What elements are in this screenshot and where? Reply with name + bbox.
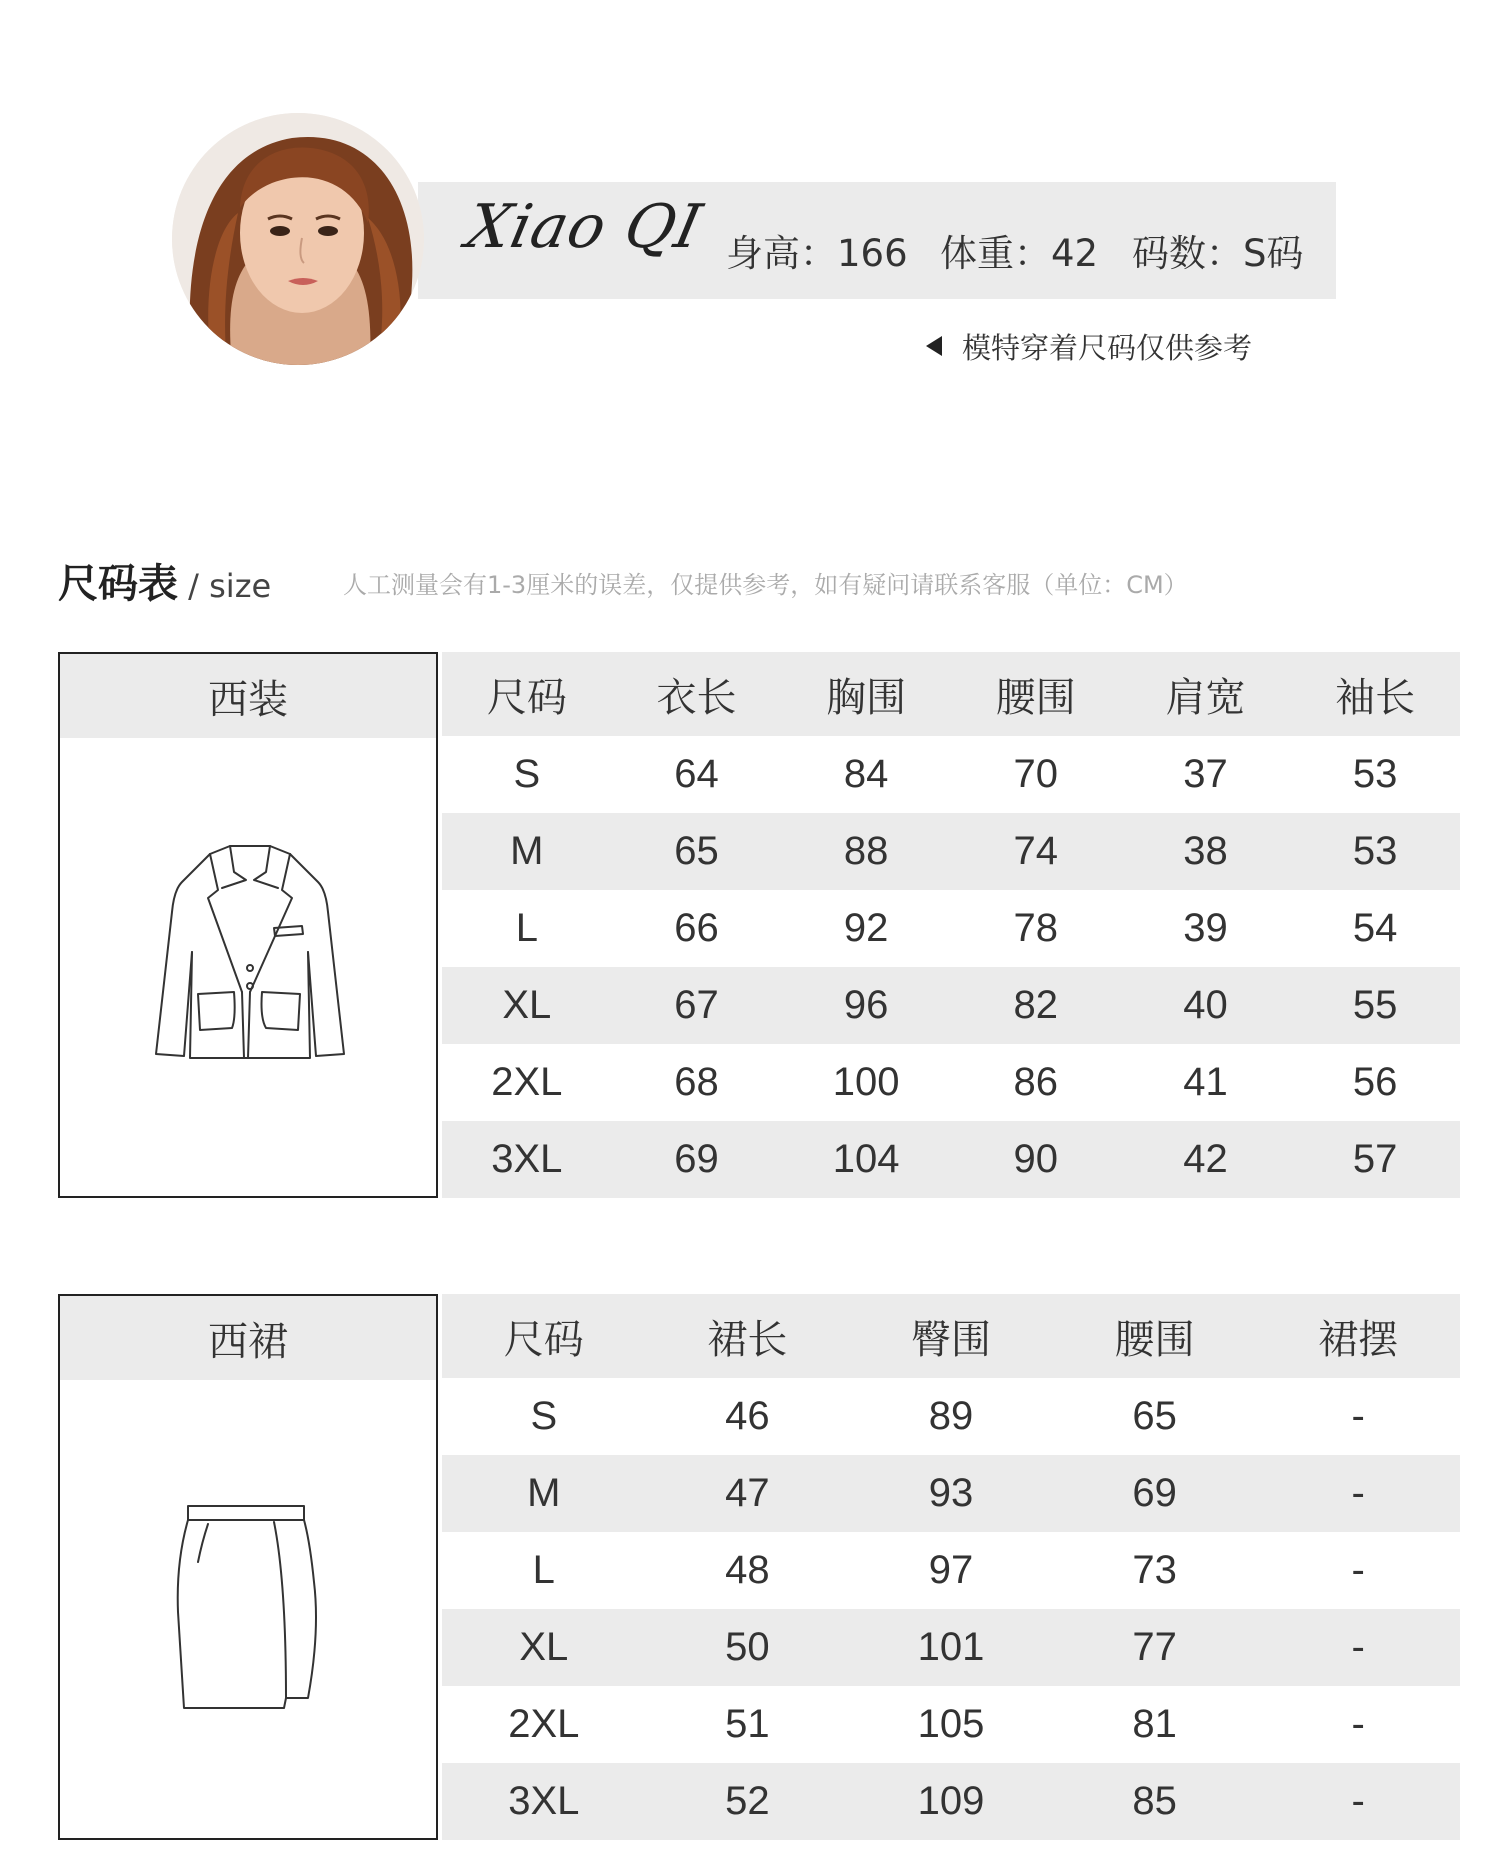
skirt-icon bbox=[174, 1502, 324, 1716]
table-cell: XL bbox=[502, 983, 552, 1027]
table-cell: 82 bbox=[1013, 983, 1059, 1027]
table-row bbox=[442, 1378, 1460, 1455]
table-cell: 64 bbox=[674, 752, 719, 796]
table-cell: 46 bbox=[725, 1394, 770, 1438]
table-cell: 104 bbox=[832, 1137, 900, 1181]
table-row bbox=[442, 1044, 1460, 1121]
header-cell: 裙长 bbox=[707, 1316, 788, 1363]
size-chart-title bbox=[58, 552, 271, 609]
table-cell: 2XL bbox=[491, 1060, 563, 1104]
table-row bbox=[442, 813, 1460, 890]
table-cell: 68 bbox=[674, 1060, 719, 1104]
header-cell: 腰围 bbox=[1114, 1316, 1195, 1363]
table-row bbox=[442, 1763, 1460, 1840]
table-cell: 65 bbox=[674, 829, 719, 873]
table-cell: 65 bbox=[1132, 1394, 1177, 1438]
table-cell: 3XL bbox=[491, 1137, 563, 1181]
model-note bbox=[926, 326, 1252, 367]
header-cell: 袖长 bbox=[1335, 674, 1416, 721]
table-cell: 105 bbox=[917, 1702, 985, 1746]
table-row bbox=[442, 1609, 1460, 1686]
size-chart-title-en: / size bbox=[178, 567, 272, 605]
table-cell: 100 bbox=[832, 1060, 900, 1104]
model-weight: 体重：42 bbox=[940, 232, 1099, 275]
header-cell: 尺码 bbox=[503, 1316, 584, 1363]
model-note-text: 模特穿着尺码仅供参考 bbox=[962, 331, 1253, 365]
model-size: 码数：S码 bbox=[1132, 232, 1304, 275]
table-row bbox=[442, 890, 1460, 967]
table-cell: 54 bbox=[1352, 906, 1398, 950]
table-row bbox=[442, 1121, 1460, 1198]
table-cell: 42 bbox=[1183, 1137, 1228, 1181]
suit-size-table bbox=[442, 652, 1460, 1198]
header-cell: 尺码 bbox=[486, 674, 567, 721]
table-cell: 81 bbox=[1132, 1702, 1177, 1746]
header-cell: 衣长 bbox=[656, 674, 737, 721]
table-cell: L bbox=[515, 906, 538, 950]
model-height: 身高：166 bbox=[726, 232, 908, 275]
table-cell: 97 bbox=[928, 1548, 974, 1592]
model-portrait-image bbox=[172, 113, 424, 365]
blazer-icon bbox=[148, 842, 352, 1070]
table-cell: 78 bbox=[1013, 906, 1059, 950]
table-cell: 47 bbox=[725, 1471, 770, 1515]
table-cell: 56 bbox=[1352, 1060, 1398, 1104]
table-cell: - bbox=[1351, 1779, 1365, 1823]
table-cell: - bbox=[1351, 1394, 1365, 1438]
table-cell: 3XL bbox=[508, 1779, 580, 1823]
size-chart-note: 人工测量会有1-3厘米的误差，仅提供参考，如有疑问请联系客服（单位：CM） bbox=[343, 571, 1188, 599]
table-cell: 84 bbox=[843, 752, 889, 796]
left-arrow-icon bbox=[926, 336, 942, 356]
table-cell: 101 bbox=[917, 1625, 985, 1669]
table-cell: 109 bbox=[917, 1779, 985, 1823]
model-avatar bbox=[172, 113, 424, 365]
table-cell: 89 bbox=[928, 1394, 974, 1438]
header-cell: 裙摆 bbox=[1318, 1316, 1399, 1363]
table-cell: 69 bbox=[1132, 1471, 1177, 1515]
table-cell: 67 bbox=[674, 983, 719, 1027]
table-cell: - bbox=[1351, 1702, 1365, 1746]
header-cell: 臀围 bbox=[910, 1316, 991, 1363]
header-cell: 胸围 bbox=[826, 674, 907, 721]
table-cell: 88 bbox=[843, 829, 889, 873]
table-cell: 53 bbox=[1352, 752, 1398, 796]
table-cell: 50 bbox=[725, 1625, 770, 1669]
suit-garment-box bbox=[58, 652, 438, 1198]
table-cell: 55 bbox=[1352, 983, 1398, 1027]
model-name: Xiao QI bbox=[460, 192, 709, 262]
size-chart-title-cn: 尺码表 bbox=[58, 561, 178, 607]
header-cell: 腰围 bbox=[995, 674, 1076, 721]
table-row bbox=[442, 1532, 1460, 1609]
table-cell: 48 bbox=[725, 1548, 770, 1592]
table-row bbox=[442, 736, 1460, 813]
table-cell: 66 bbox=[674, 906, 719, 950]
table-cell: 38 bbox=[1183, 829, 1228, 873]
table-cell: XL bbox=[519, 1625, 569, 1669]
table-cell: - bbox=[1351, 1548, 1365, 1592]
table-cell: 41 bbox=[1183, 1060, 1228, 1104]
skirt-garment-box bbox=[58, 1294, 438, 1840]
table-cell: 96 bbox=[843, 983, 889, 1027]
table-cell: 92 bbox=[843, 906, 889, 950]
table-cell: 73 bbox=[1132, 1548, 1177, 1592]
table-cell: 40 bbox=[1183, 983, 1228, 1027]
table-cell: 2XL bbox=[508, 1702, 580, 1746]
table-cell: 70 bbox=[1013, 752, 1059, 796]
skirt-title: 西裙 bbox=[60, 1296, 436, 1380]
table-cell: 86 bbox=[1013, 1060, 1059, 1104]
suit-title: 西装 bbox=[60, 654, 436, 738]
table-cell: 53 bbox=[1352, 829, 1398, 873]
table-cell: L bbox=[532, 1548, 555, 1592]
table-cell: 85 bbox=[1132, 1779, 1177, 1823]
table-header-row bbox=[442, 652, 1460, 736]
table-row bbox=[442, 967, 1460, 1044]
table-cell: 93 bbox=[928, 1471, 974, 1515]
header-cell: 肩宽 bbox=[1165, 674, 1246, 721]
table-cell: S bbox=[530, 1394, 558, 1438]
table-cell: S bbox=[513, 752, 541, 796]
table-header-row bbox=[442, 1294, 1460, 1378]
table-cell: 39 bbox=[1183, 906, 1228, 950]
table-row bbox=[442, 1455, 1460, 1532]
table-cell: 37 bbox=[1183, 752, 1228, 796]
table-cell: M bbox=[510, 829, 544, 873]
table-cell: 51 bbox=[725, 1702, 770, 1746]
table-cell: - bbox=[1351, 1625, 1365, 1669]
table-cell: 69 bbox=[674, 1137, 719, 1181]
table-cell: M bbox=[527, 1471, 561, 1515]
table-cell: 52 bbox=[725, 1779, 770, 1823]
table-row bbox=[442, 1686, 1460, 1763]
table-cell: 77 bbox=[1132, 1625, 1177, 1669]
table-cell: 74 bbox=[1013, 829, 1059, 873]
table-cell: - bbox=[1351, 1471, 1365, 1515]
table-cell: 57 bbox=[1352, 1137, 1398, 1181]
table-cell: 90 bbox=[1013, 1137, 1059, 1181]
skirt-size-table bbox=[442, 1294, 1460, 1840]
